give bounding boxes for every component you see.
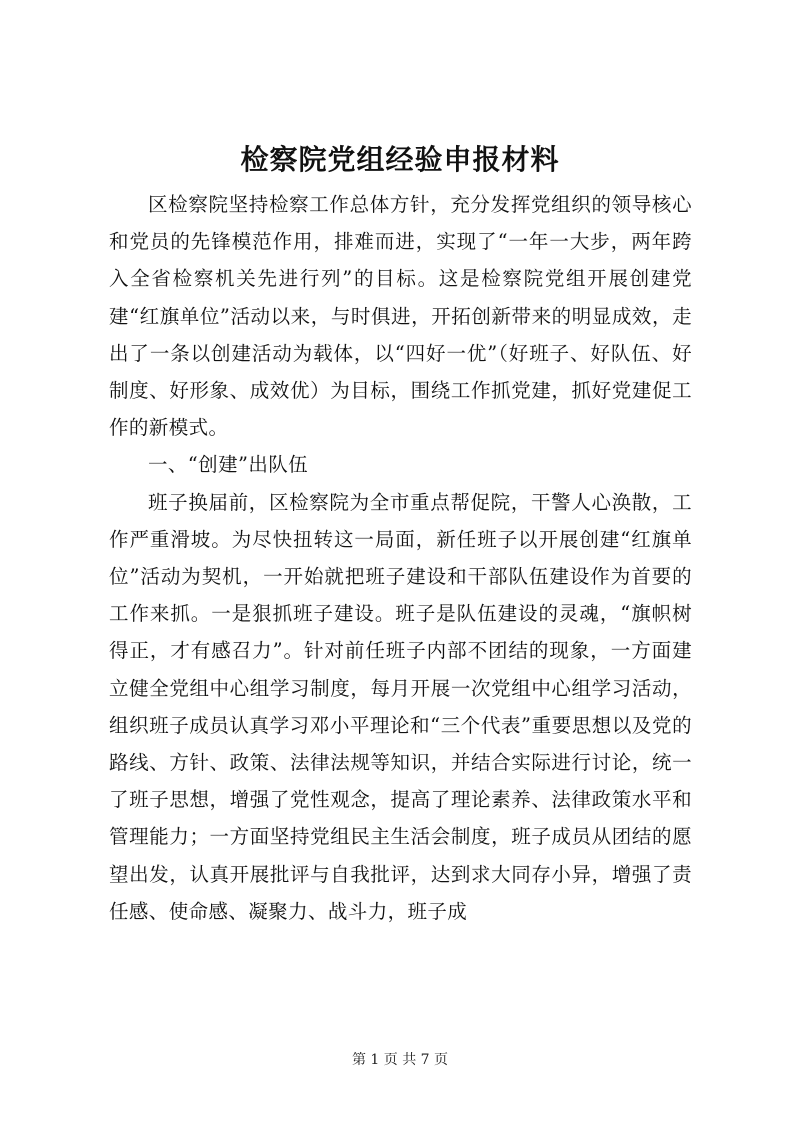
intro-paragraph: 区检察院坚持检察工作总体方针，充分发挥党组织的领导核心和党员的先锋模范作用，排难而进，实现了“一年一大步，两年跨入全省检察机关先进行列”的目标。这是检察院党组开展创建党建“红旗单位”活动以来，与时俱进，开拓创新带来的明显成效，走出了一条以创建活动为载体，以“四好一优”（好班子、好队伍、好制度、好形象、成效优）为目标，围绕工作抓党建，抓好党建促工作的新模式。	[109, 193, 692, 440]
section-heading: 一、“创建”出队伍	[148, 453, 309, 477]
page-number-footer: 第 1 页 共 7 页	[351, 1052, 449, 1068]
document-body	[109, 186, 692, 930]
document-title: 检察院党组经验申报材料	[240, 143, 560, 176]
section-paragraph: 班子换届前，区检察院为全市重点帮促院，干警人心涣散，工作严重滑坡。为尽快扭转这一局面，新任班子以开展创建“红旗单位”活动为契机，一开始就把班子建设和干部队伍建设作为首要的工作来抓。一是狠抓班子建设。班子是队伍建设的灵魂，“旗帜树得正，才有感召力”。针对前任班子内部不团结的现象，一方面建立健全党组中心组学习制度，每月开展一次党组中心组学习活动，组织班子成员认真学习邓小平理论和“三个代表”重要思想以及党的路线、方针、政策、法律法规等知识，并结合实际进行讨论，统一了班子思想，增强了党性观念，提高了理论素养、法律政策水平和管理能力；一方面坚持党组民主生活会制度，班子成员从团结的愿望出发，认真开展批评与自我批评，达到求大同存小异，增强了责任感、使命感、凝聚力、战斗力，班子成	[109, 490, 692, 923]
